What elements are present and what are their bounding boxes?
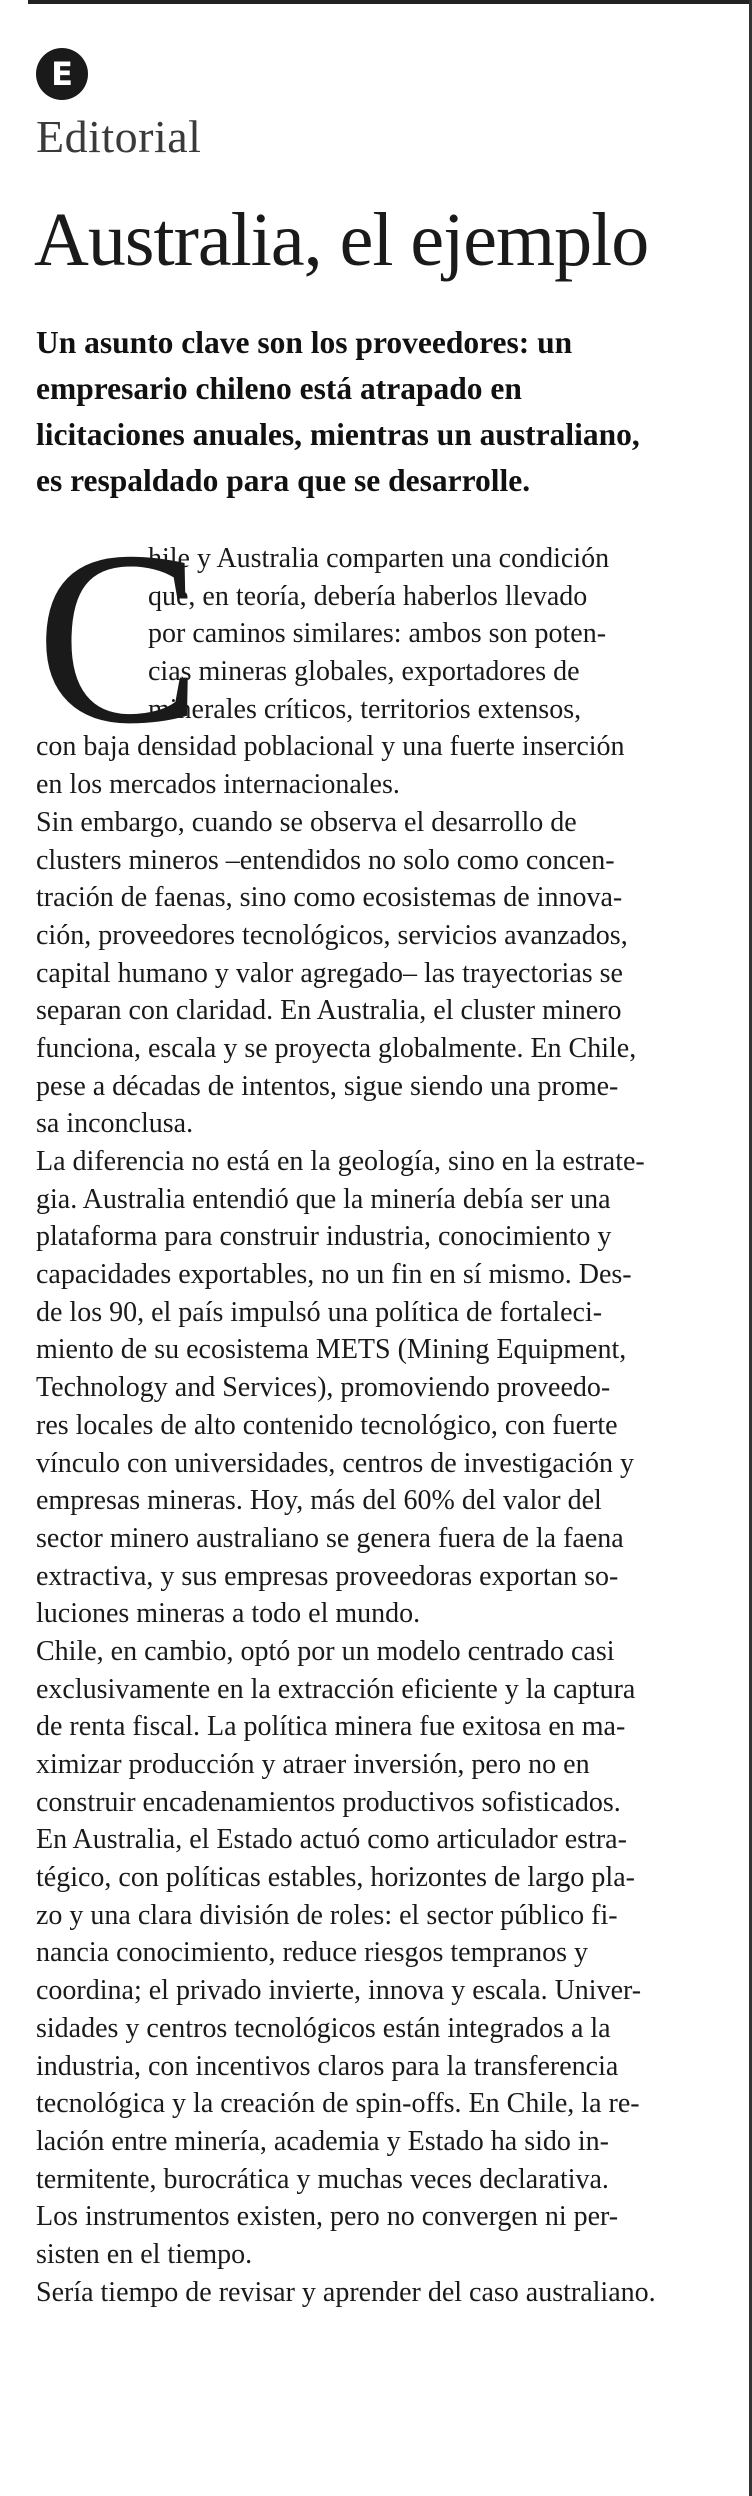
body-line: en los mercados internacionales.: [36, 769, 400, 801]
article-body: [36, 540, 736, 2311]
headline: Australia, el ejemplo: [34, 198, 649, 282]
body-line: coordina; el privado invierte, innova y escala. Univer-: [36, 1975, 642, 2007]
body-line: res locales de alto contenido tecnológico, con fuerte: [36, 1409, 618, 1441]
deck-line: empresario chileno está atrapado en: [36, 371, 522, 406]
body-line: exclusivamente en la extracción eficiente y la captura: [36, 1673, 636, 1705]
body-line: capacidades exportables, no un fin en sí mismo. Des-: [36, 1259, 632, 1291]
body-line: de renta fiscal. La política minera fue exitosa en ma-: [36, 1711, 626, 1743]
body-line: luciones mineras a todo el mundo.: [36, 1598, 421, 1630]
deck-line: Un asunto clave son los proveedores: un: [36, 325, 573, 360]
body-line: construir encadenamientos productivos sofisticados.: [36, 1786, 621, 1818]
body-line: sa inconclusa.: [36, 1108, 194, 1140]
body-line: sisten en el tiempo.: [36, 2238, 253, 2270]
body-line: ximizar producción y atraer inversión, pero no en: [36, 1749, 590, 1780]
section-label: Editorial: [36, 111, 202, 162]
body-line: con baja densidad poblacional y una fuerte inserción: [36, 731, 625, 763]
body-line: por caminos similares: ambos son poten-: [148, 618, 607, 650]
body-line: termitente, burocrática y muchas veces declarativa.: [36, 2163, 609, 2195]
body-line: industria, con incentivos claros para la transferencia: [36, 2050, 619, 2082]
body-line: funciona, escala y se proyecta globalmente. En Chile,: [36, 1032, 637, 1064]
deck-line: es respaldado para que se desarrolle.: [36, 463, 531, 498]
body-line: ción, proveedores tecnológicos, servicios avanzados,: [36, 919, 628, 951]
body-line: vínculo con universidades, centros de investigación y: [36, 1447, 634, 1479]
top-rule: [28, 0, 750, 4]
body-line: En Australia, el Estado actuó como articulador estra-: [36, 1824, 627, 1856]
body-line: extractiva, y sus empresas proveedoras exportan so-: [36, 1560, 619, 1592]
body-line: tégico, con políticas estables, horizontes de largo pla-: [36, 1862, 635, 1894]
body-line: Sin embargo, cuando se observa el desarrollo de: [36, 806, 577, 838]
body-line: plataforma para construir industria, conocimiento y: [36, 1221, 612, 1253]
body-line: tecnológica y la creación de spin-offs. En Chile, la re-: [36, 2088, 640, 2120]
body-line: minerales críticos, territorios extensos,: [148, 693, 582, 725]
body-line: de los 90, el país impulsó una política de fortaleci-: [36, 1296, 603, 1328]
body-line: zo y una clara división de roles: el sector público fi-: [36, 1899, 618, 1931]
body-line: separan con claridad. En Australia, el cluster minero: [36, 995, 622, 1027]
body-line: tración de faenas, sino como ecosistemas de innova-: [36, 882, 623, 914]
body-line: Technology and Services), promoviendo proveedo-: [36, 1372, 611, 1404]
deck: [36, 320, 732, 504]
body-line: La diferencia no está en la geología, sino en la estrate-: [36, 1146, 645, 1177]
deck-line: licitaciones anuales, mientras un australiano,: [36, 417, 640, 452]
editorial-badge-icon: E: [36, 48, 88, 100]
body-line: pese a décadas de intentos, sigue siendo una prome-: [36, 1070, 619, 1102]
body-line: clusters mineros –entendidos no solo como concen-: [36, 844, 615, 876]
body-line: miento de su ecosistema METS (Mining Equipment,: [36, 1334, 627, 1366]
body-line: gia. Australia entendió que la minería debía ser una: [36, 1183, 611, 1215]
drop-cap: C: [36, 500, 202, 775]
body-line: capital humano y valor agregado– las trayectorias se: [36, 957, 623, 989]
body-line: sidades y centros tecnológicos están integrados a la: [36, 2012, 611, 2044]
body-line: Chile, en cambio, optó por un modelo centrado casi: [36, 1635, 615, 1667]
body-line: sector minero australiano se genera fuera de la faena: [36, 1522, 624, 1554]
body-line: empresas mineras. Hoy, más del 60% del valor del: [36, 1485, 602, 1517]
body-line: cias mineras globales, exportadores de: [148, 656, 580, 688]
body-line: nancia conocimiento, reduce riesgos tempranos y: [36, 1937, 589, 1969]
body-line: Los instrumentos existen, pero no convergen ni per-: [36, 2201, 619, 2233]
body-line: lación entre minería, academia y Estado ha sido in-: [36, 2125, 610, 2157]
body-line: que, en teoría, debería haberlos llevado: [148, 580, 588, 612]
body-line: hile y Australia comparten una condición: [148, 543, 610, 574]
body-line: Sería tiempo de revisar y aprender del caso australiano.: [36, 2276, 656, 2308]
